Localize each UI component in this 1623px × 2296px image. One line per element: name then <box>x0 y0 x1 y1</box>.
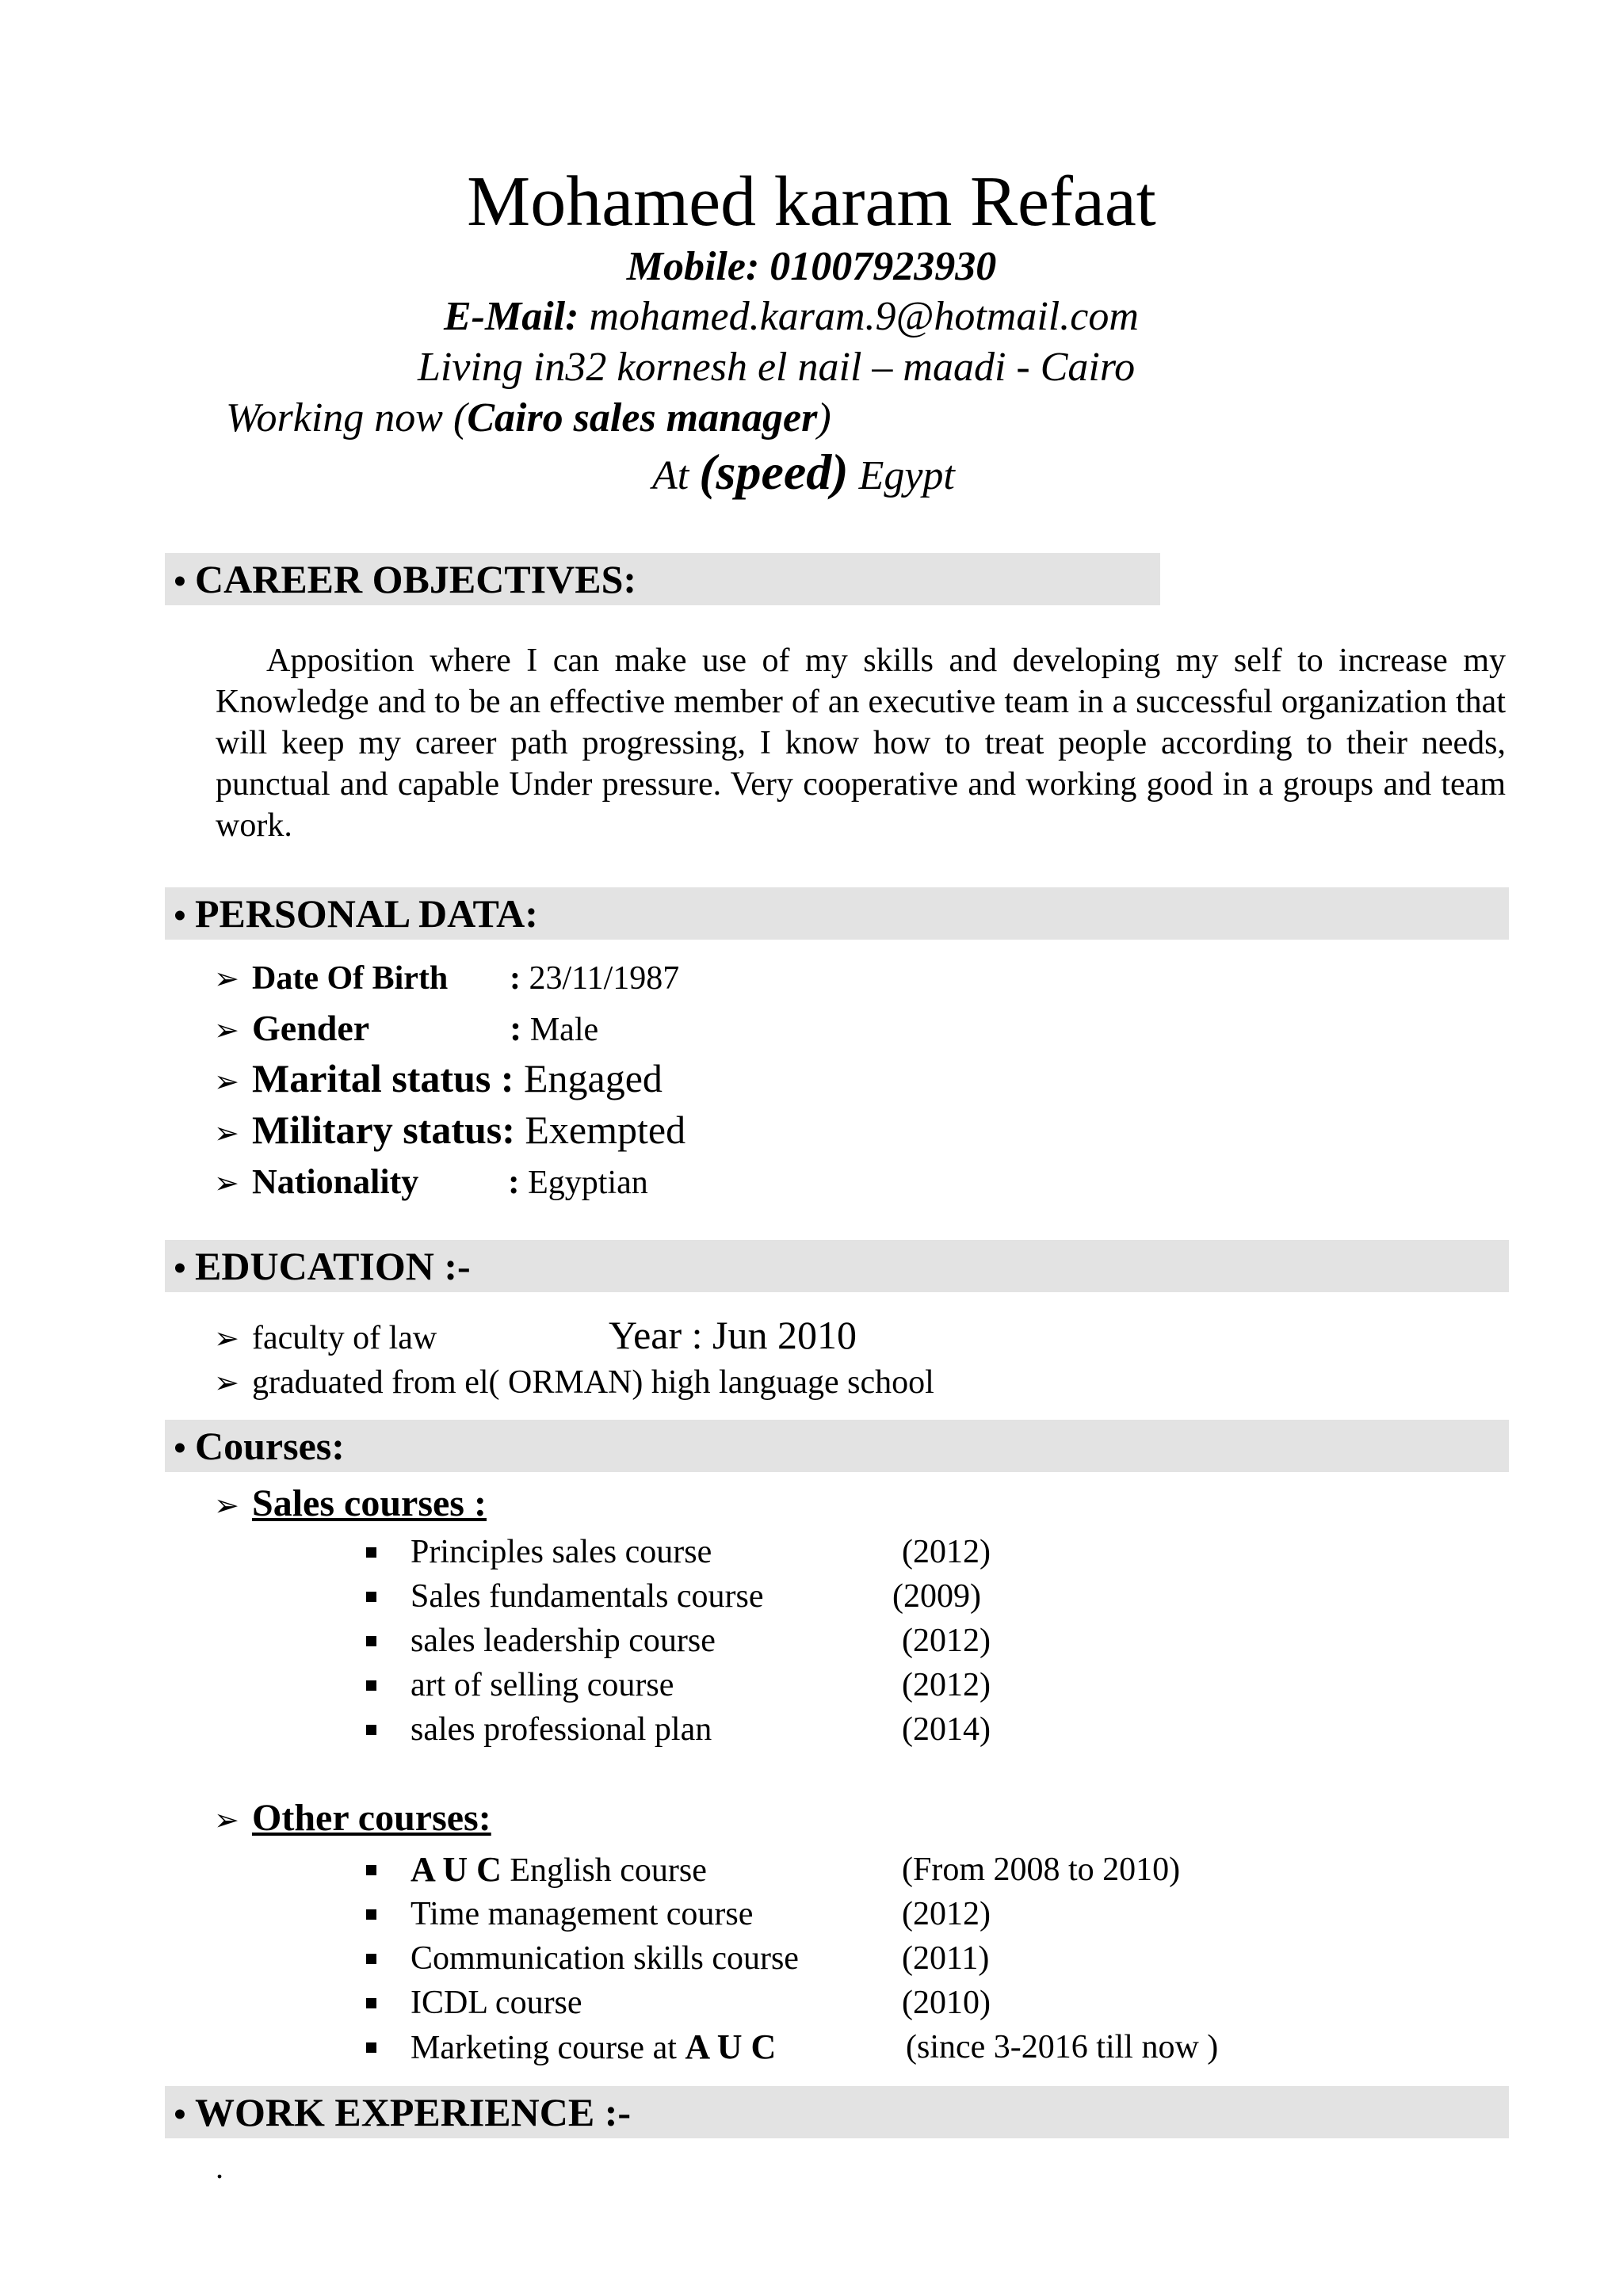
course-year: (2012) <box>902 1534 991 1570</box>
section-work-experience <box>165 2086 1509 2138</box>
arrow-icon: ➢ <box>214 1064 239 1099</box>
personal-row-military <box>214 1106 685 1157</box>
working-title: Cairo sales manager <box>467 395 818 441</box>
pd-value: Egyptian <box>519 1165 648 1201</box>
section-career-objectives <box>165 553 1160 605</box>
course-year: (2011) <box>902 1940 990 1977</box>
personal-row-gender <box>214 1005 598 1054</box>
company-name: (speed) <box>699 444 849 500</box>
education-faculty-row <box>214 1311 857 1362</box>
arrow-icon: ➢ <box>214 961 239 996</box>
section-title: Courses: <box>195 1424 345 1468</box>
section-personal-data <box>165 887 1509 940</box>
candidate-name: Mohamed karam Refaat <box>467 162 1156 241</box>
pd-value: Male <box>521 1012 599 1048</box>
pd-label: Gender <box>252 1008 370 1048</box>
personal-row-dob <box>214 955 679 1002</box>
square-bullet-icon <box>366 1592 376 1602</box>
bullet-icon: • <box>174 1249 186 1287</box>
bullet-icon: • <box>174 562 186 601</box>
arrow-icon: ➢ <box>214 1116 239 1150</box>
other-courses-heading <box>214 1794 491 1844</box>
arrow-icon: ➢ <box>214 1488 239 1523</box>
email-label: E-Mail: <box>444 294 579 339</box>
pd-colon: : <box>500 1056 514 1100</box>
section-title: WORK EXPERIENCE :- <box>195 2090 632 2134</box>
pd-value: Exempted <box>514 1108 686 1152</box>
course-name: Sales fundamentals course <box>411 1578 764 1615</box>
course-name: ICDL course <box>411 1985 582 2021</box>
course-year: (2012) <box>902 1896 991 1932</box>
course-name: sales leadership course <box>411 1623 716 1659</box>
course-name: art of selling course <box>411 1667 674 1703</box>
course-year: (2010) <box>902 1985 991 2021</box>
course-name: sales professional plan <box>411 1711 712 1748</box>
education-school: graduated from el( ORMAN) high language school <box>252 1364 934 1401</box>
arrow-icon: ➢ <box>214 1802 239 1837</box>
pd-value: 23/11/1987 <box>521 960 680 997</box>
pd-colon: : <box>510 960 521 997</box>
square-bullet-icon <box>366 1865 376 1875</box>
mobile-number: Mobile: 01007923930 <box>626 244 997 289</box>
course-name: English course <box>501 1852 707 1889</box>
course-year: (2012) <box>902 1667 991 1703</box>
at-suffix: Egypt <box>848 453 955 498</box>
course-bold: A U C <box>411 1850 502 1889</box>
bullet-icon: • <box>174 896 186 935</box>
course-bold: A U C <box>685 2027 777 2066</box>
career-objective-text: Apposition where I can make use of my skills and developing my self to increase my Knowledge and to be an effective member of an executive team in a successful organization that will keep my career path progressing, I know how to treat people according to their needs, punctual and capable Under pressure. Very cooperative and working good in a groups and team work. <box>216 643 1506 844</box>
square-bullet-icon <box>366 1636 376 1646</box>
square-bullet-icon <box>366 1725 376 1735</box>
work-experience-placeholder: . <box>216 2149 223 2185</box>
pd-label: Date Of Birth <box>252 960 449 997</box>
other-courses-title: Other courses: <box>252 1797 491 1839</box>
arrow-icon: ➢ <box>214 1365 239 1400</box>
square-bullet-icon <box>366 1909 376 1920</box>
course-year: (2012) <box>902 1623 991 1659</box>
course-name: Principles sales course <box>411 1534 712 1570</box>
email-line <box>444 292 1139 342</box>
arrow-icon: ➢ <box>214 1013 239 1047</box>
course-year: (From 2008 to 2010) <box>902 1852 1181 1888</box>
course-name: Time management course <box>411 1896 754 1932</box>
square-bullet-icon <box>366 1547 376 1558</box>
section-title: EDUCATION :- <box>195 1244 471 1288</box>
section-courses <box>165 1420 1509 1472</box>
pd-value: Engaged <box>514 1056 663 1100</box>
bullet-icon: • <box>174 1428 186 1467</box>
course-name: Communication skills course <box>411 1940 799 1977</box>
working-line <box>226 393 831 444</box>
education-school-row <box>214 1359 934 1406</box>
pd-label: Marital status <box>252 1056 491 1100</box>
education-faculty: faculty of law <box>252 1320 437 1356</box>
personal-row-marital <box>214 1055 663 1105</box>
square-bullet-icon <box>366 2042 376 2053</box>
arrow-icon: ➢ <box>214 1165 239 1200</box>
education-year: Year : Jun 2010 <box>609 1313 857 1357</box>
section-title: PERSONAL DATA: <box>195 891 538 936</box>
sales-courses-heading <box>214 1480 487 1529</box>
course-year: (2014) <box>902 1711 991 1748</box>
working-suffix: ) <box>817 395 831 441</box>
course-year: (since 3-2016 till now ) <box>906 2029 1219 2065</box>
working-prefix: Working now ( <box>226 395 468 441</box>
sales-courses-title: Sales courses : <box>252 1482 487 1524</box>
at-prefix: At <box>652 453 700 498</box>
course-year: (2009) <box>892 1578 981 1615</box>
course-name: Marketing course at <box>411 2030 685 2066</box>
section-title: CAREER OBJECTIVES: <box>195 557 637 601</box>
bullet-icon: • <box>174 2095 186 2134</box>
pd-label: Nationality <box>252 1162 419 1201</box>
address-line: Living in32 kornesh el nail – maadi - Cairo <box>418 345 1136 390</box>
square-bullet-icon <box>366 1680 376 1691</box>
pd-colon: : <box>508 1162 520 1201</box>
square-bullet-icon <box>366 1998 376 2008</box>
email-value: mohamed.karam.9@hotmail.com <box>579 294 1139 339</box>
personal-row-nationality <box>214 1158 648 1207</box>
arrow-icon: ➢ <box>214 1321 239 1356</box>
company-line <box>652 444 955 505</box>
square-bullet-icon <box>366 1954 376 1964</box>
section-education <box>165 1240 1509 1292</box>
pd-label: Military status: <box>252 1108 515 1152</box>
pd-colon: : <box>510 1008 522 1048</box>
